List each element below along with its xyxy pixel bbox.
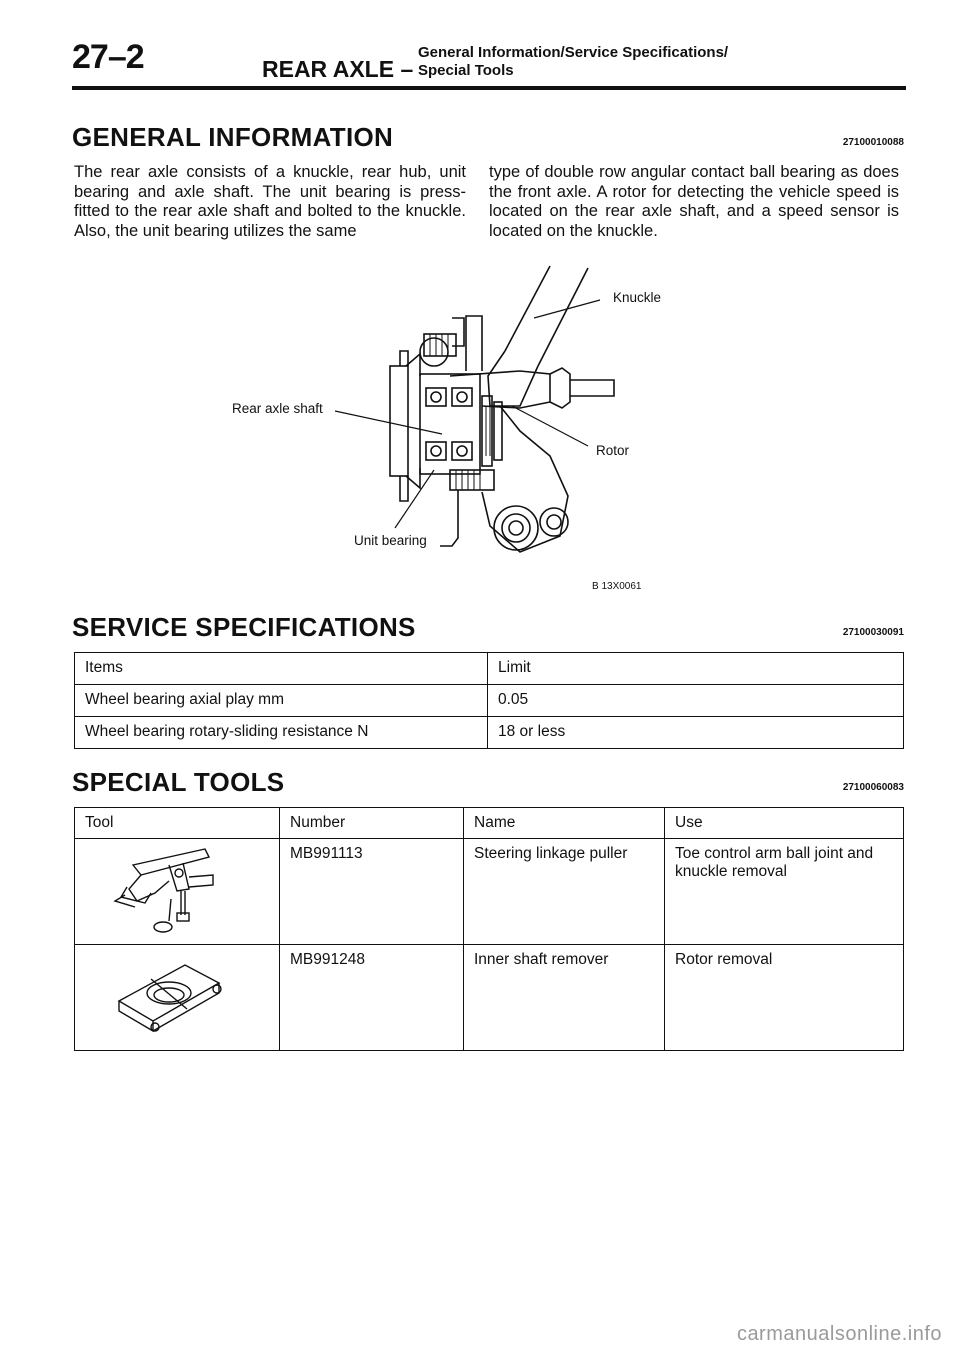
table-cell: Wheel bearing axial play mm <box>75 685 488 717</box>
linkage-puller-icon <box>85 845 235 937</box>
tool-number: MB991113 <box>280 839 464 945</box>
special-tools-heading: SPECIAL TOOLS <box>72 767 285 797</box>
tool-use: Toe control arm ball joint and knuckle removal <box>665 839 904 945</box>
tool-name: Steering linkage puller <box>464 839 665 945</box>
general-information-heading: GENERAL INFORMATION <box>72 122 394 152</box>
tool-number: MB991248 <box>280 945 464 1051</box>
special-tools-table <box>74 807 904 1051</box>
service-specifications-code: 27100030091 <box>842 627 904 638</box>
special-tools-code: 27100060083 <box>842 782 904 793</box>
table-header-cell: Limit <box>488 653 904 685</box>
tool-use: Rotor removal <box>665 945 904 1051</box>
table-cell: Wheel bearing rotary-sliding resistance N <box>75 717 488 749</box>
table-header-cell: Name <box>464 808 665 839</box>
tool-name: Inner shaft remover <box>464 945 665 1051</box>
header-subtitle-line2: Special Tools <box>418 62 514 79</box>
header-rule <box>72 86 906 90</box>
tool-image-cell <box>75 839 280 945</box>
general-information-text-right: type of double row angular contact ball bearing as does the front axle. A rotor for detecting the vehicle speed is located on the rear axle shaft, and a speed sensor is located on the knuckle. <box>489 163 899 240</box>
table-row <box>75 839 904 945</box>
rear-axle-drawing <box>220 256 720 596</box>
table-header-row <box>75 653 904 685</box>
table-row <box>75 685 904 717</box>
table-cell: 0.05 <box>488 685 904 717</box>
header-subtitle-line1: General Information/Service Specifications/ <box>418 44 729 61</box>
label-rear-axle-shaft: Rear axle shaft <box>232 401 323 416</box>
label-rotor: Rotor <box>596 443 630 458</box>
general-information-text-left: The rear axle consists of a knuckle, rear hub, unit bearing and axle shaft. The unit bearing is press-fitted to the rear axle shaft and bolted to the knuckle. Also, the unit bearing utilizes the same <box>74 163 466 240</box>
table-header-cell: Number <box>280 808 464 839</box>
table-header-cell: Items <box>75 653 488 685</box>
service-specifications-heading: SERVICE SPECIFICATIONS <box>72 612 416 642</box>
general-information-code: 27100010088 <box>842 137 904 148</box>
figure-code: B 13X0061 <box>592 581 642 592</box>
table-header-row <box>75 808 904 839</box>
table-row <box>75 717 904 749</box>
label-knuckle: Knuckle <box>613 290 662 305</box>
section-title: REAR AXLE – <box>262 56 414 82</box>
table-row <box>75 945 904 1051</box>
rear-axle-diagram <box>220 256 720 596</box>
service-specifications-table <box>74 652 904 749</box>
tool-image-cell <box>75 945 280 1051</box>
shaft-remover-icon <box>85 951 235 1041</box>
table-header-cell: Tool <box>75 808 280 839</box>
page-number: 27–2 <box>72 38 144 76</box>
label-unit-bearing: Unit bearing <box>354 533 427 548</box>
table-cell: 18 or less <box>488 717 904 749</box>
watermark: carmanualsonline.info <box>736 1323 942 1345</box>
table-header-cell: Use <box>665 808 904 839</box>
